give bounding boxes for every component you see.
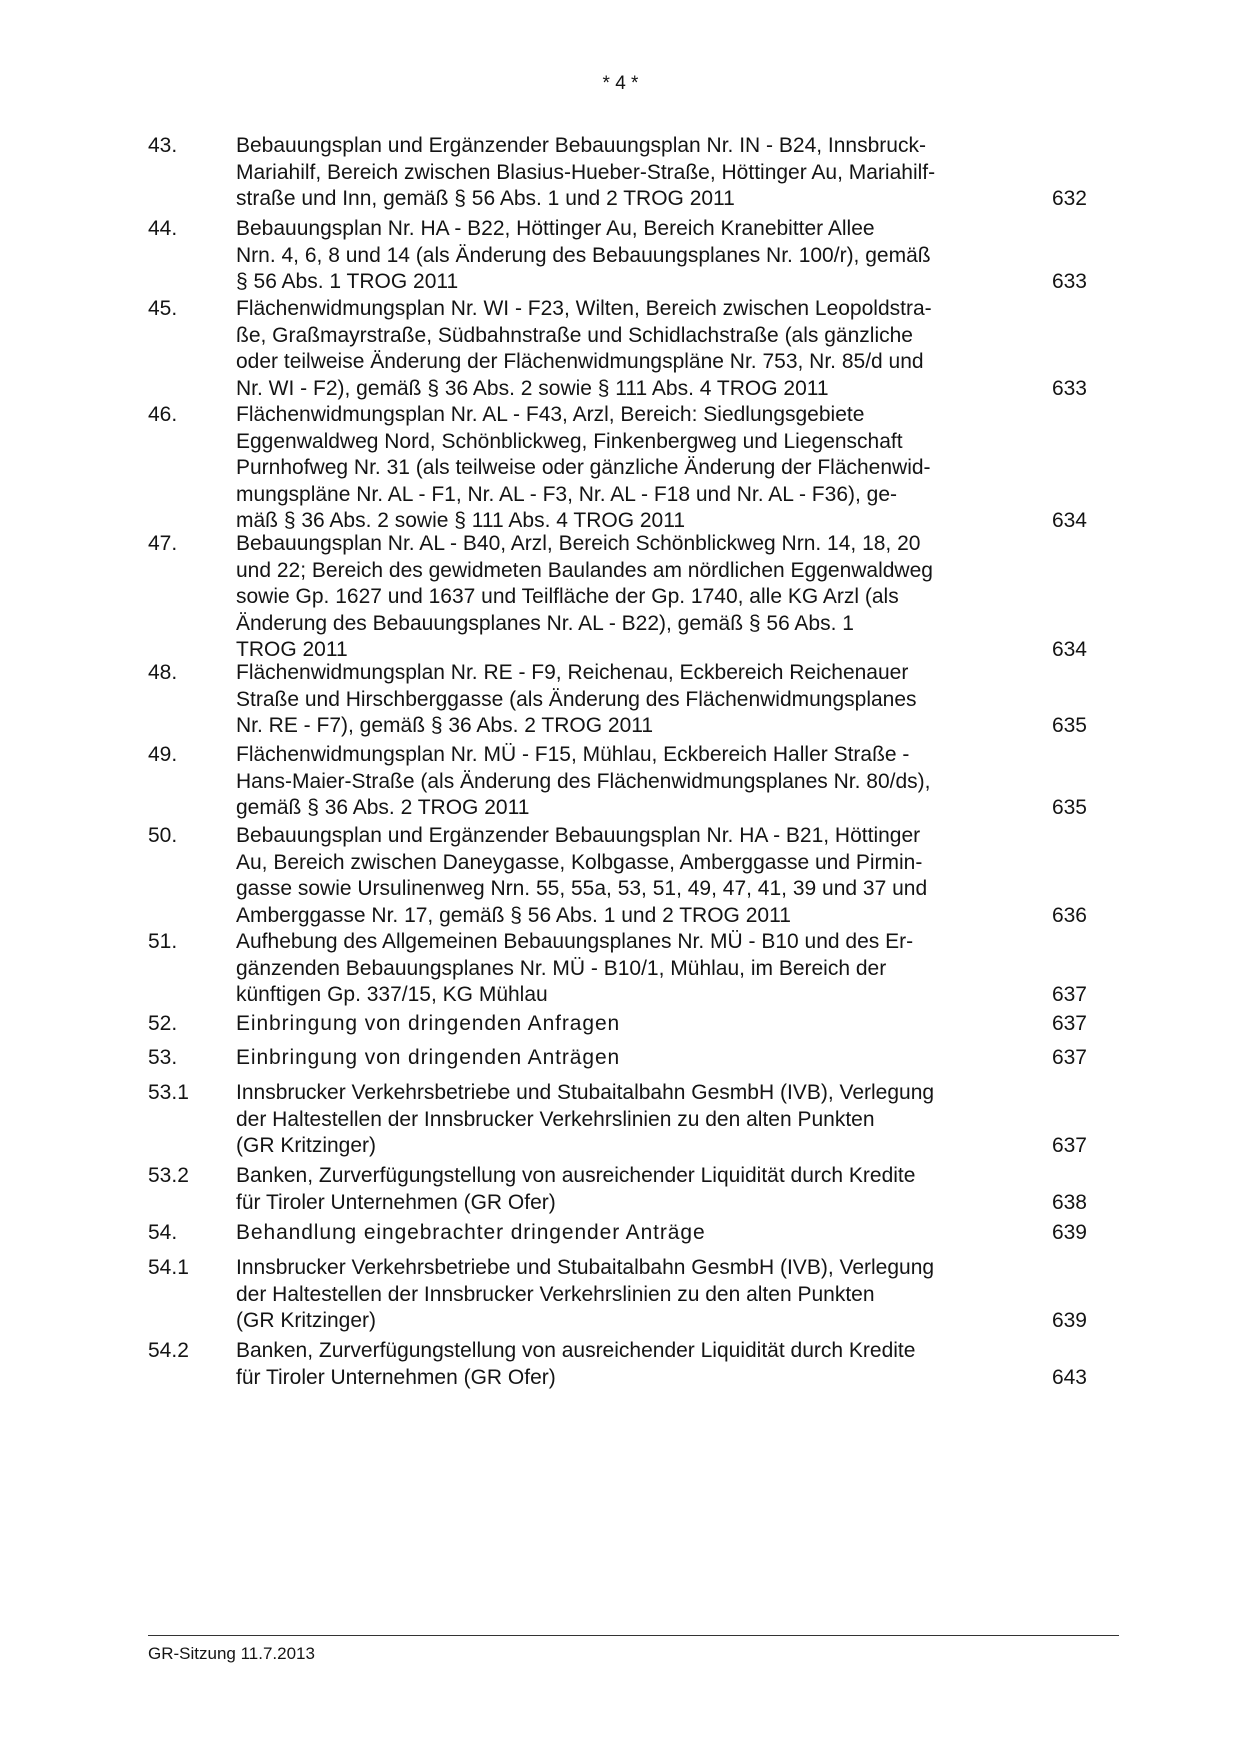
entry-title (236, 1045, 1006, 1072)
entry-title (236, 1255, 1006, 1335)
page-number: * 4 * (602, 73, 639, 94)
entry-title-line: gänzenden Bebauungsplanes Nr. MÜ - B10/1, Mühlau, im Bereich der (236, 956, 887, 980)
entry-title-line: Änderung des Bebauungsplanes Nr. AL - B22), gemäß § 56 Abs. 1 (236, 611, 854, 635)
entry-title-line: TROG 2011 (236, 638, 348, 661)
entry-title-line: Einbringung von dringenden Anträgen (236, 1046, 621, 1069)
entry-title-line: Straße und Hirschberggasse (als Änderung des Flächenwidmungsplanes (236, 687, 917, 711)
entry-title-line: Bebauungsplan Nr. AL - B40, Arzl, Bereich Schönblickweg Nrn. 14, 18, 20 (236, 532, 921, 555)
entry-title (236, 1163, 1006, 1216)
entry-title-line: der Haltestellen der Innsbrucker Verkehrslinien zu den alten Punkten (236, 1107, 875, 1131)
entry-page-number: 637 (1051, 983, 1087, 1006)
entry-page-number: 637 (1051, 1012, 1087, 1035)
entry-title-line: und 22; Bereich des gewidmeten Baulandes am nördlichen Eggenwaldweg (236, 558, 933, 582)
entry-title-line: mäß § 36 Abs. 2 sowie § 111 Abs. 4 TROG 2011 (236, 509, 686, 532)
entry-title-line: Flächenwidmungsplan Nr. MÜ - F15, Mühlau, Eckbereich Haller Straße - (236, 743, 910, 766)
entry-title-line: für Tiroler Unternehmen (GR Ofer) (236, 1365, 556, 1389)
entry-page-number: 639 (1051, 1221, 1087, 1244)
entry-page-number: 634 (1051, 638, 1087, 661)
entry-title-line: Bebauungsplan Nr. HA - B22, Höttinger Au, Bereich Kranebitter Allee (236, 217, 875, 240)
entry-title-line: Purnhofweg Nr. 31 (als teilweise oder gänzliche Änderung der Flächenwid- (236, 456, 931, 479)
entry-title-line: mungspläne Nr. AL - F1, Nr. AL - F3, Nr. AL - F18 und Nr. AL - F36), ge- (236, 482, 898, 506)
entry-title-line: gemäß § 36 Abs. 2 TROG 2011 (236, 796, 530, 819)
entry-title (236, 1338, 1006, 1391)
entry-title-line: Banken, Zurverfügungstellung von ausreichender Liquidität durch Kredite (236, 1339, 916, 1362)
entry-page-number: 632 (1051, 187, 1087, 210)
entry-page-number: 643 (1051, 1365, 1087, 1389)
entry-title-line: Nrn. 4, 6, 8 und 14 (als Änderung des Bebauungsplanes Nr. 100/r), gemäß (236, 243, 931, 267)
entry-title-line: sowie Gp. 1627 und 1637 und Teilfläche der Gp. 1740, alle KG Arzl (als (236, 585, 899, 608)
entry-number: 45. (148, 297, 178, 320)
entry-title-line: Flächenwidmungsplan Nr. AL - F43, Arzl, Bereich: Siedlungsgebiete (236, 403, 865, 426)
entry-title-line: der Haltestellen der Innsbrucker Verkehrslinien zu den alten Punkten (236, 1282, 875, 1306)
entry-number: 44. (148, 217, 178, 240)
entry-number: 46. (148, 403, 178, 426)
entry-title (236, 660, 1006, 740)
entry-page-number: 636 (1051, 903, 1087, 927)
entry-title-line: (GR Kritzinger) (236, 1309, 377, 1332)
entry-title-line: Flächenwidmungsplan Nr. WI - F23, Wilten, Bereich zwischen Leopoldstra- (236, 297, 932, 320)
entry-title-line: Aufhebung des Allgemeinen Bebauungsplanes Nr. MÜ - B10 und des Er- (236, 930, 914, 953)
entry-number: 53. (148, 1046, 178, 1069)
entry-title-line: Amberggasse Nr. 17, gemäß § 56 Abs. 1 und 2 TROG 2011 (236, 903, 791, 927)
entry-number: 48. (148, 661, 178, 684)
entry-number: 53.2 (148, 1164, 189, 1187)
entry-title-line: Einbringung von dringenden Anfragen (236, 1012, 621, 1035)
entry-title-line: Flächenwidmungsplan Nr. RE - F9, Reichenau, Eckbereich Reichenauer (236, 661, 909, 684)
entry-number: 50. (148, 824, 178, 847)
entry-page-number: 637 (1051, 1046, 1087, 1069)
entry-title-line: straße und Inn, gemäß § 56 Abs. 1 und 2 TROG 2011 (236, 187, 735, 210)
entry-number: 53.1 (148, 1081, 189, 1104)
footer-session-label: GR-Sitzung 11.7.2013 (148, 1644, 315, 1663)
entry-title (236, 216, 1006, 296)
entry-title-line: (GR Kritzinger) (236, 1134, 377, 1157)
entry-number: 43. (148, 134, 178, 157)
entry-number: 49. (148, 743, 178, 766)
entry-title (236, 1220, 1006, 1247)
entry-title-line: ße, Graßmayrstraße, Südbahnstraße und Schidlachstraße (als gänzliche (236, 323, 913, 347)
entry-number: 54.2 (148, 1339, 189, 1362)
entry-title-line: Bebauungsplan und Ergänzender Bebauungsplan Nr. HA - B21, Höttinger (236, 824, 921, 847)
entry-title-line: Behandlung eingebrachter dringender Anträge (236, 1221, 706, 1244)
entry-title-line: oder teilweise Änderung der Flächenwidmungspläne Nr. 753, Nr. 85/d und (236, 350, 924, 373)
entry-title-line: § 56 Abs. 1 TROG 2011 (236, 270, 459, 293)
entry-page-number: 639 (1051, 1309, 1087, 1332)
entry-page-number: 635 (1051, 714, 1087, 737)
entry-number: 52. (148, 1012, 178, 1035)
entry-title-line: Hans-Maier-Straße (als Änderung des Flächenwidmungsplanes Nr. 80/ds), (236, 769, 931, 793)
entry-page-number: 633 (1051, 376, 1087, 400)
entry-number: 54.1 (148, 1256, 189, 1279)
entry-title (236, 1080, 1006, 1160)
entry-page-number: 634 (1051, 509, 1087, 532)
entry-title-line: Innsbrucker Verkehrsbetriebe und Stubaitalbahn GesmbH (IVB), Verlegung (236, 1256, 935, 1279)
entry-page-number: 637 (1051, 1134, 1087, 1157)
entry-page-number: 635 (1051, 796, 1087, 819)
entry-page-number: 638 (1051, 1190, 1087, 1214)
entry-title-line: Innsbrucker Verkehrsbetriebe und Stubaitalbahn GesmbH (IVB), Verlegung (236, 1081, 935, 1104)
entry-title-line: Banken, Zurverfügungstellung von ausreichender Liquidität durch Kredite (236, 1164, 916, 1187)
entry-title (236, 133, 1006, 213)
entry-title (236, 531, 1006, 664)
entry-title-line: Eggenwaldweg Nord, Schönblickweg, Finkenbergweg und Liegenschaft (236, 429, 903, 453)
entry-title-line: Au, Bereich zwischen Daneygasse, Kolbgasse, Amberggasse und Pirmin- (236, 850, 923, 874)
entry-title-line: Mariahilf, Bereich zwischen Blasius-Hueber-Straße, Höttinger Au, Mariahilf- (236, 160, 936, 184)
entry-title (236, 1011, 1006, 1038)
entry-title-line: künftigen Gp. 337/15, KG Mühlau (236, 983, 548, 1006)
entry-number: 51. (148, 930, 178, 953)
entry-title (236, 402, 1006, 535)
entry-title-line: Bebauungsplan und Ergänzender Bebauungsplan Nr. IN - B24, Innsbruck- (236, 134, 926, 157)
entry-title (236, 929, 1006, 1009)
entry-number: 47. (148, 532, 178, 555)
entry-title-line: Nr. RE - F7), gemäß § 36 Abs. 2 TROG 2011 (236, 714, 654, 737)
entry-title (236, 823, 1006, 929)
entry-title-line: Nr. WI - F2), gemäß § 36 Abs. 2 sowie § 111 Abs. 4 TROG 2011 (236, 376, 829, 400)
entry-title (236, 742, 1006, 822)
entry-page-number: 633 (1051, 270, 1087, 293)
entry-title-line: gasse sowie Ursulinenweg Nrn. 55, 55a, 53, 51, 49, 47, 41, 39 und 37 und (236, 877, 928, 900)
entry-title (236, 296, 1006, 402)
footer-divider (148, 1635, 1119, 1636)
entry-number: 54. (148, 1221, 178, 1244)
entry-title-line: für Tiroler Unternehmen (GR Ofer) (236, 1190, 556, 1214)
